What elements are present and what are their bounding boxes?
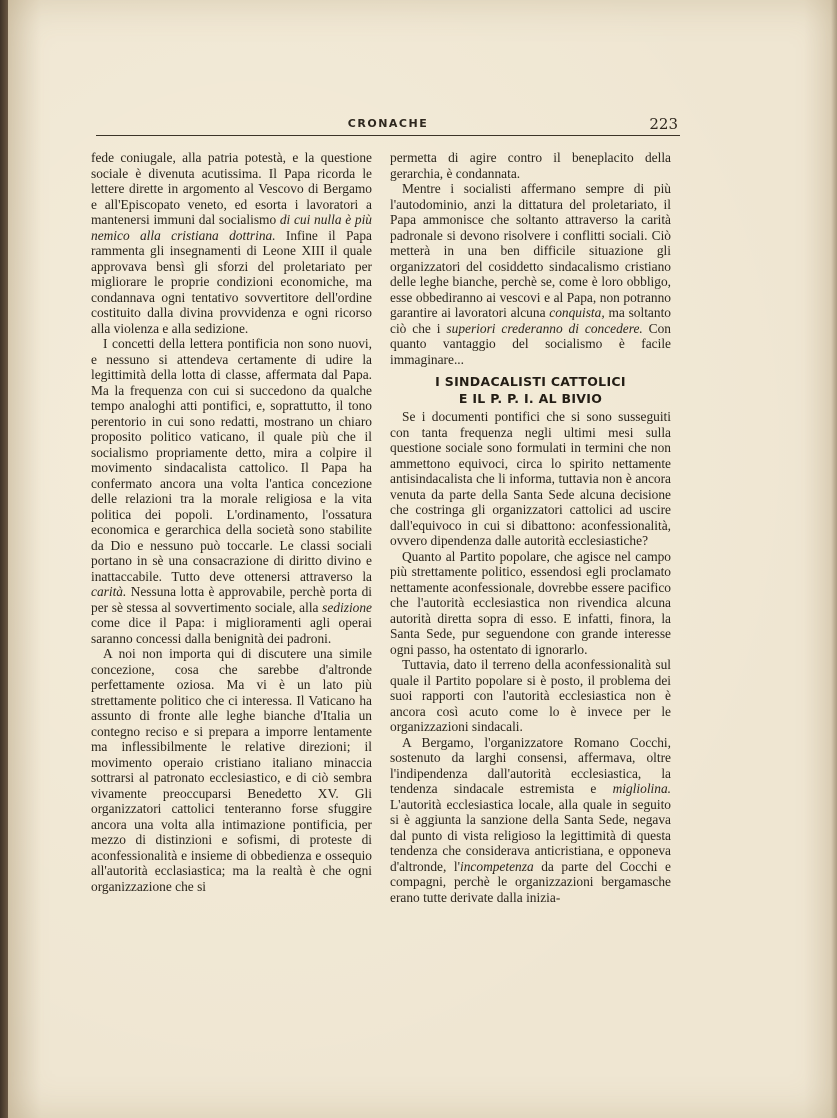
paragraph-text: Con quanto vantaggio del socialismo è facile immaginare...	[390, 320, 671, 367]
italic-text: carità.	[91, 584, 127, 599]
paragraph	[91, 336, 372, 646]
italic-text: incompetenza	[460, 858, 534, 874]
paragraph: Se i documenti pontifici che si sono susseguiti con tanta frequenza negli ultimi mesi sulla questione sociale sono formulati in termini che non ammettono equivoci, circa lo spirito nettamente antisindacalista che li informa, tuttavia non è ancora venuta da parte della Santa Sede alcuna decisione che costringa gli organizzatori cattolici ad uscire dall'equivoco in cui si dibattono: aconfessionalità, ovvero dipendenza dalle autorità ecclesiastiche?	[390, 409, 671, 548]
left-column	[91, 150, 372, 894]
paragraph: A noi non importa qui di discutere una simile concezione, cosa che sarebbe d'altronde perfettamente oziosa. Ma vi è un lato più strettamente politico che ci interessa. Il Vaticano ha assunto di fronte alle leghe bianche d'Italia un contegno reciso e si prepara a imporre lentamente ma inflessibilmente le relative direzioni; il movimento operaio cristiano italiano minaccia sottrarsi al patronato ecclesiastico, e di ciò sembra vivamente preoccuparsi Benedetto XV. Gli organizzatori cattolici tenteranno forse sfuggire ancora una volta alla intimazione pontificia, per mezzo di distinzioni e sofismi, di proteste di aconfessionalità e insieme di obbedienza e ossequio all'autorità ecclasiastica; ma la realtà è che ogni organizzazione che si	[91, 646, 372, 894]
italic-text: di cui nulla è più nemico alla cristiana dottrina.	[91, 212, 372, 243]
page-number: 223	[649, 115, 678, 133]
paragraph	[91, 150, 372, 336]
paragraph-text: L'autorità ecclesiastica locale, alla quale in seguito si è aggiunta la sanzione della Santa Sede, negava dal punto di vista religioso la legittimità di questa tendenza che considerava anticristiana, e opponeva d'altronde, l'	[390, 796, 671, 874]
italic-text: superiori crederanno di concedere.	[446, 320, 643, 336]
section-heading-line: E IL P. P. I. AL BIVIO	[458, 391, 603, 406]
italic-text: conquista,	[549, 305, 605, 320]
paragraph: permetta di agire contro il beneplacito della gerarchia, è condannata.	[390, 150, 671, 181]
paragraph-text: come dice il Papa: i miglioramenti agli operai saranno concessi dalla benignità dei padroni.	[91, 615, 372, 646]
paragraph-text: ma soltanto ciò che i	[390, 305, 671, 336]
section-heading-line: I SINDACALISTI CATTOLICI	[435, 374, 626, 389]
paragraph: Quanto al Partito popolare, che agisce nel campo più strettamente politico, essendosi egli proclamato nettamente aconfessionale, dovrebbe essere pacifico che l'autorità ecclesiastica non rivendica alcuna autorità diretta sopra di esso. E infatti, finora, la Santa Sede, pur seguendone con grande interesse ogni passo, ha ostentato di ignorarlo.	[390, 548, 671, 657]
italic-text: sedizione	[322, 599, 372, 615]
book-spine-edge	[0, 0, 8, 1118]
paragraph-text: fede coniugale, alla patria potestà, e la questione sociale è divenuta acutissima. Il Papa ricorda le lettere dirette in argomento al Vescovo di Bergamo e all'Episcopato veneto, ed esorta i lavoratori a mantenersi immuni dal socialismo	[91, 150, 372, 227]
paragraph	[390, 181, 671, 367]
paragraph: Tuttavia, dato il terreno della aconfessionalità sul quale il Partito popolare si è posto, il problema dei suoi rapporti con l'autorità ecclesiastica non è ancora così acuto come lo è invece per le organizzazioni sindacali.	[390, 657, 671, 734]
paragraph-text: da parte del Cocchi e compagni, perchè le organizzazioni bergamasche erano tutte derivate dalla inizia-	[390, 858, 671, 905]
paragraph-text: A Bergamo, l'organizzatore Romano Cocchi, sostenuto da larghi consensi, affermava, oltre l'indipendenza dall'autorità ecclesiastica, la tendenza sindacale estremista e	[390, 734, 671, 796]
paragraph-text: Infine il Papa rammenta gli insegnamenti di Leone XIII il quale approvava bensì gli sforzi del proletariato per migliorare le proprie condizioni economiche, ma condannava ogni tentativo sovvertitore dell'ordine costituito dalla divina provvidenza e ogni ricorso alla violenza e alla sedizione.	[91, 227, 372, 336]
page-right-edge	[831, 0, 837, 1118]
paragraph-text: Nessuna lotta è approvabile, perchè porta di per sè stessa al sovvertimento sociale, alla	[91, 584, 372, 615]
paragraph-text: Mentre i socialisti affermano sempre di più l'autodominio, anzi la dittatura del proletariato, il Papa ammonisce che soltanto attraverso la carità padronale si devono risolvere i conflitti sociali. Ciò metterà in una ben difficile situazione gli organizzatori del cosiddetto sindacalismo cristiano delle leghe bianche, perchè se, come è loro obbligo, esse obbediranno ai vescovi e al Papa, non potranno garantire ai lavoratori alcuna	[390, 181, 671, 320]
paragraph	[390, 735, 671, 906]
running-head: CRONACHE	[347, 117, 429, 130]
right-column	[390, 150, 671, 905]
italic-text: migliolina.	[612, 781, 671, 796]
paragraph-text: I concetti della lettera pontificia non sono nuovi, e nessuno si attendeva certamente di udire la legittimità della lotta di classe, affermata dal Papa. Ma la frequenza con cui si succedono da qualche tempo analoghi atti pontifici, e, soprattutto, il tono perentorio in cui sono redatti, mostrano un chiaro proposito politico vaticano, il quale più che il socialismo propriamente detto, mira a colpire il movimento sindacalista cattolico. Il Papa ha confermato ancora una volta l'antica concezione delle relazioni tra la morale religiosa e la vita politica dei popoli. L'ordinamento, l'ossatura economica e gerarchica della società sono stabilite da Dio e nessuno può toccarle. Le classi sociali portano in sè una consacrazione di diritto divino e inattaccabile. Tutto deve ottenersi attraverso la	[91, 336, 372, 584]
section-heading	[390, 373, 671, 407]
page-header	[96, 115, 680, 136]
